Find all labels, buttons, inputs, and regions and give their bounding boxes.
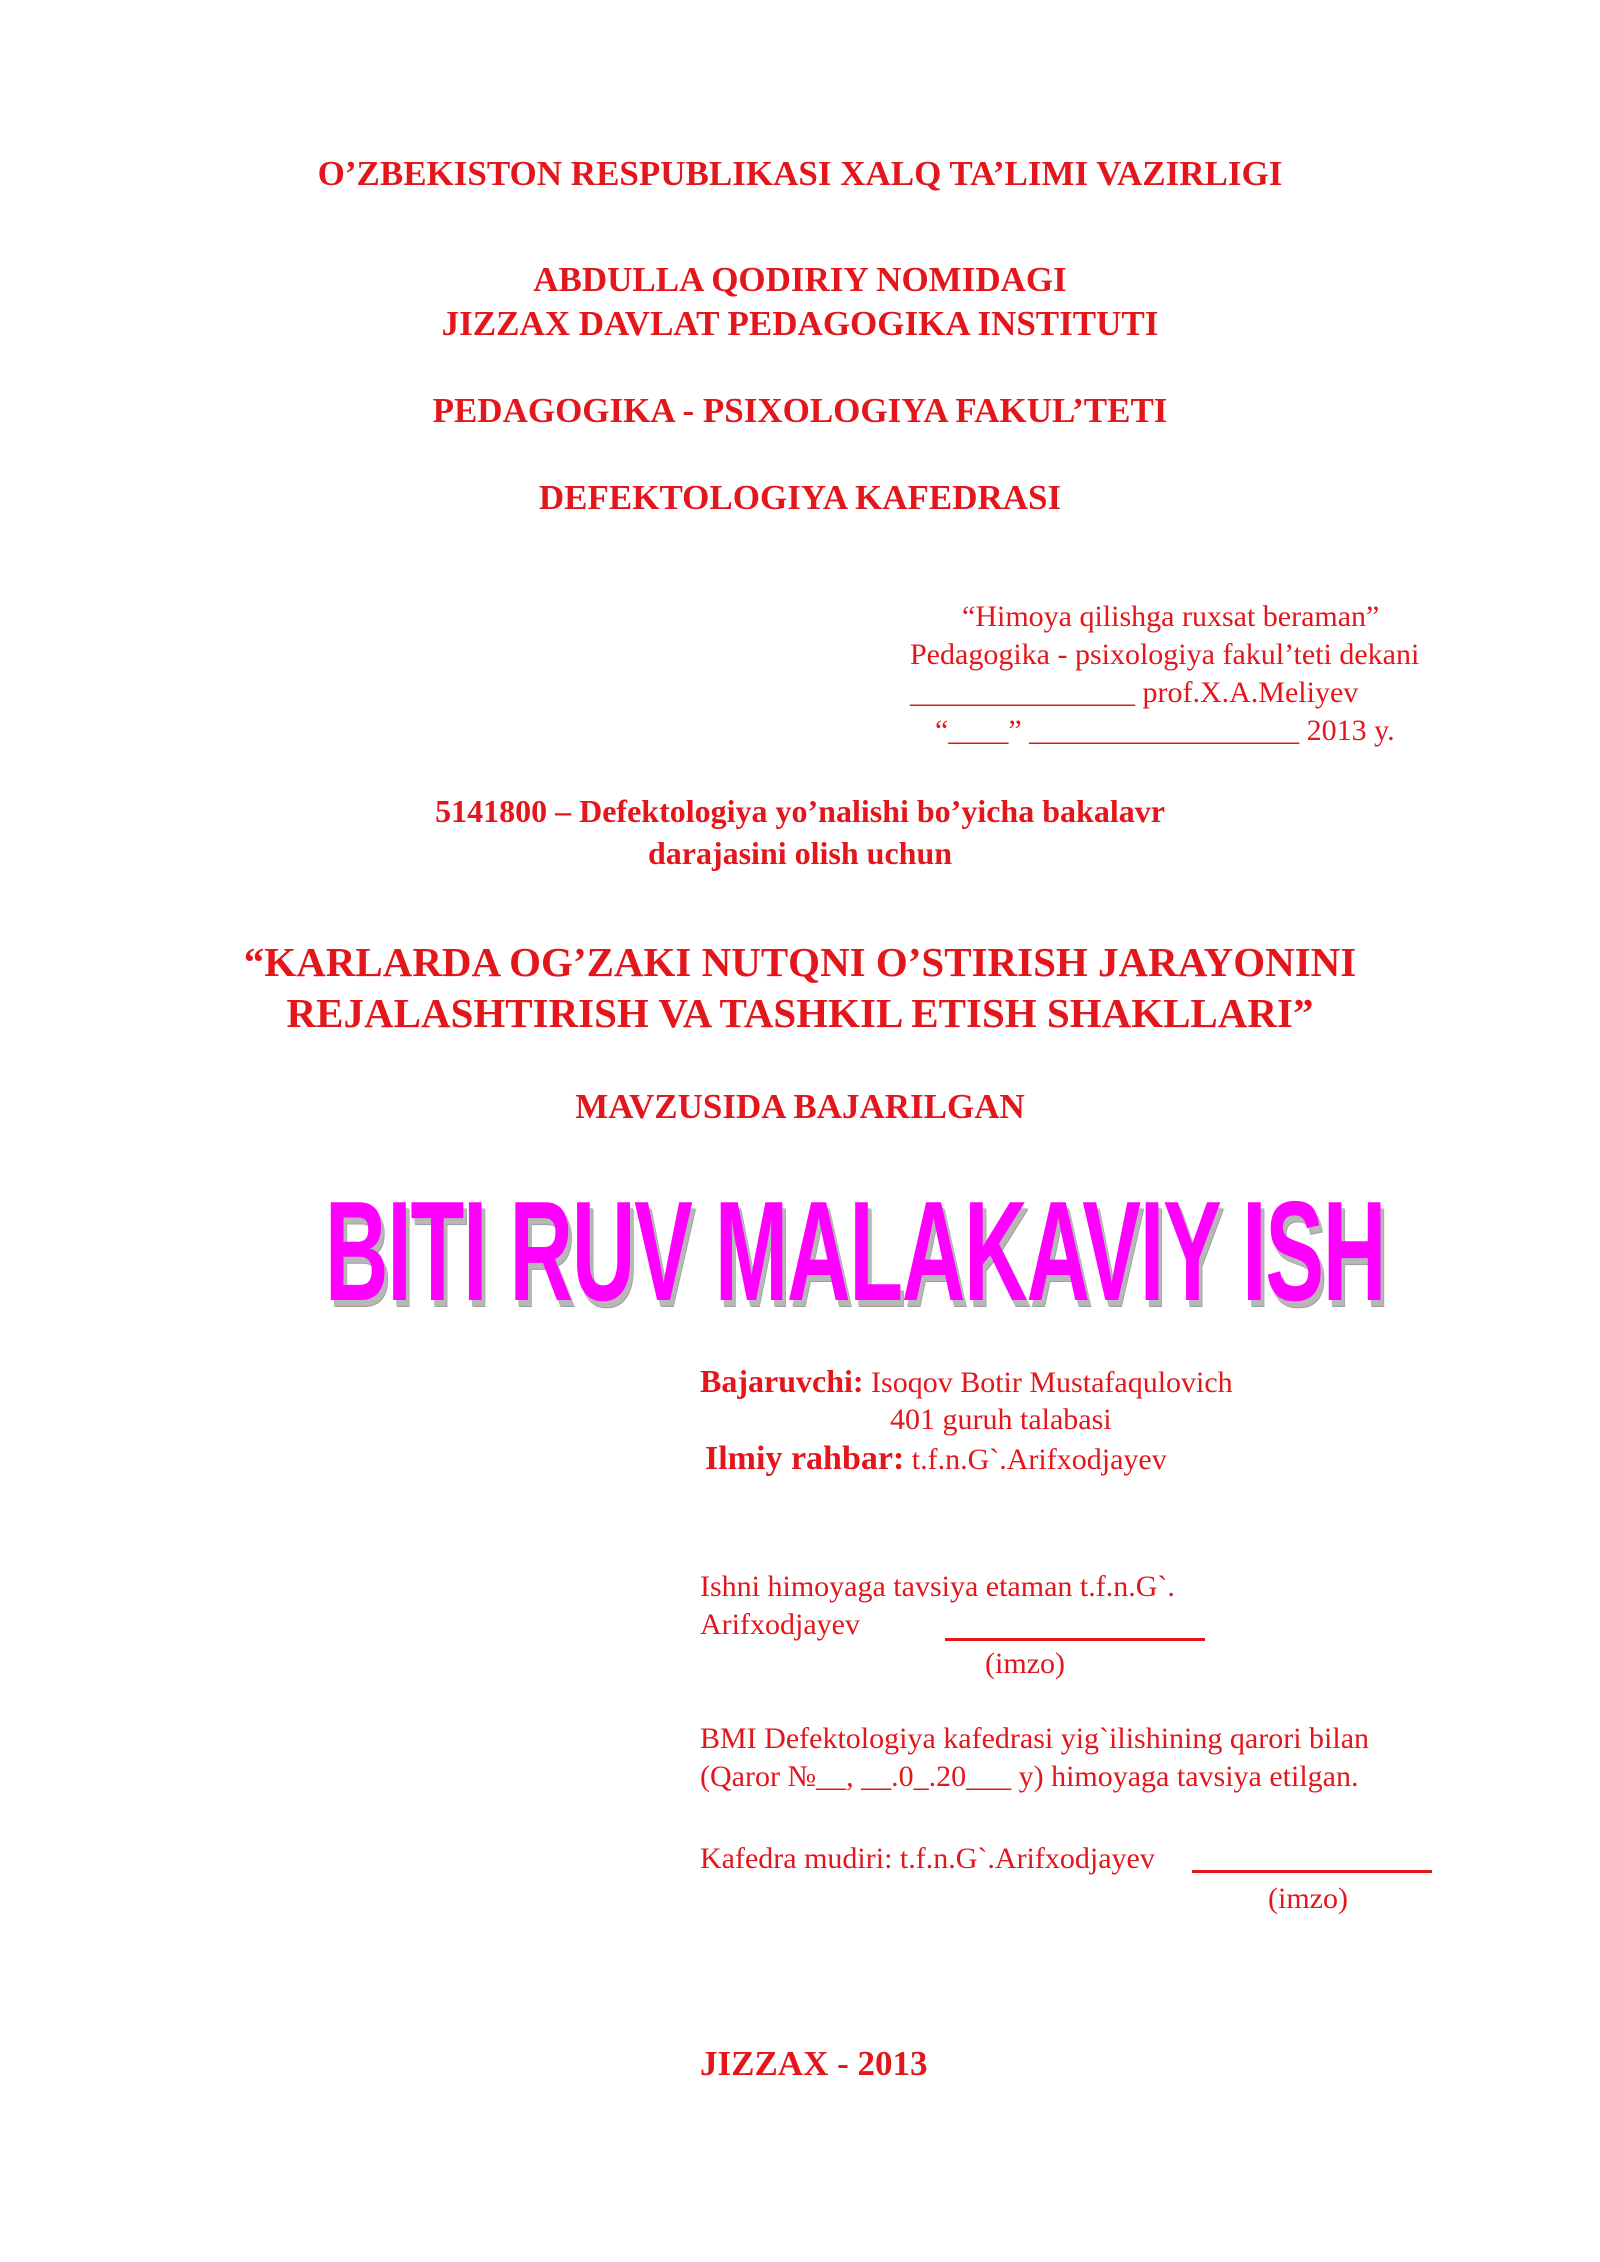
signature-line-2 [1192, 1842, 1432, 1872]
specialty-line2: darajasini olish uchun [647, 835, 953, 871]
supervisor-name: t.f.n.G`.Arifxodjayev [911, 1443, 1167, 1476]
work-title: BITI RUV MALAKAVIY ISH [324, 1172, 1386, 1331]
supervisor-label: Ilmiy rahbar: [705, 1440, 905, 1477]
topic-title-line1: “KARLARDA OG’ZAKI NUTQNI O’STIRISH JARAYONINI [243, 939, 1357, 985]
faculty-heading: PEDAGOGIKA - PSIXOLOGIYA FAKUL’TETI [432, 391, 1168, 430]
institute-name-line2: JIZZAX DAVLAT PEDAGOGIKA INSTITUTI [441, 304, 1159, 343]
recommend-line2: Arifxodjayev [700, 1608, 860, 1641]
performer-name: Isoqov Botir Mustafaqulovich [871, 1366, 1233, 1399]
recommend-line1: Ishni himoyaga tavsiya etaman t.f.n.G`. [700, 1570, 1175, 1603]
head-of-department: Kafedra mudiri: t.f.n.G`.Arifxodjayev [700, 1842, 1155, 1875]
performer-group: 401 guruh talabasi [890, 1403, 1112, 1436]
department-heading: DEFEKTOLOGIYA KAFEDRASI [538, 478, 1062, 517]
topic-suffix: MAVZUSIDA BAJARILGAN [575, 1087, 1025, 1126]
dept-decision-line1: BMI Defektologiya kafedrasi yig`ilishining qarori bilan [700, 1722, 1370, 1755]
work-title-wrapper [0, 1170, 1600, 1340]
specialty-line1: 5141800 – Defektologiya yo’nalishi bo’yicha bakalavr [435, 793, 1165, 829]
signature-line-1 [945, 1610, 1205, 1640]
supervisor-row [705, 1440, 1167, 1479]
ministry-heading: O’ZBEKISTON RESPUBLIKASI XALQ TA’LIMI VAZIRLIGI [317, 154, 1283, 193]
performer-row [700, 1362, 1233, 1402]
signature-caption-2: (imzo) [1268, 1882, 1348, 1915]
footer-city-year: JIZZAX - 2013 [700, 2044, 928, 2083]
approval-line4: “____” __________________ 2013 y. [935, 714, 1395, 747]
dept-decision-line2: (Qaror №__, __.0_.20___ y) himoyaga tavsiya etilgan. [700, 1760, 1359, 1793]
institute-name-line1: ABDULLA QODIRIY NOMIDAGI [533, 260, 1067, 299]
approval-line2: Pedagogika - psixologiya fakul’teti dekani [910, 638, 1420, 671]
approval-line1: “Himoya qilishga ruxsat beraman” [962, 600, 1380, 633]
approval-line3: _______________ prof.X.A.Meliyev [910, 676, 1359, 709]
signature-caption-1: (imzo) [985, 1647, 1065, 1680]
performer-label: Bajaruvchi: [700, 1363, 864, 1399]
topic-title-line2: REJALASHTIRISH VA TASHKIL ETISH SHAKLLARI” [286, 990, 1314, 1036]
